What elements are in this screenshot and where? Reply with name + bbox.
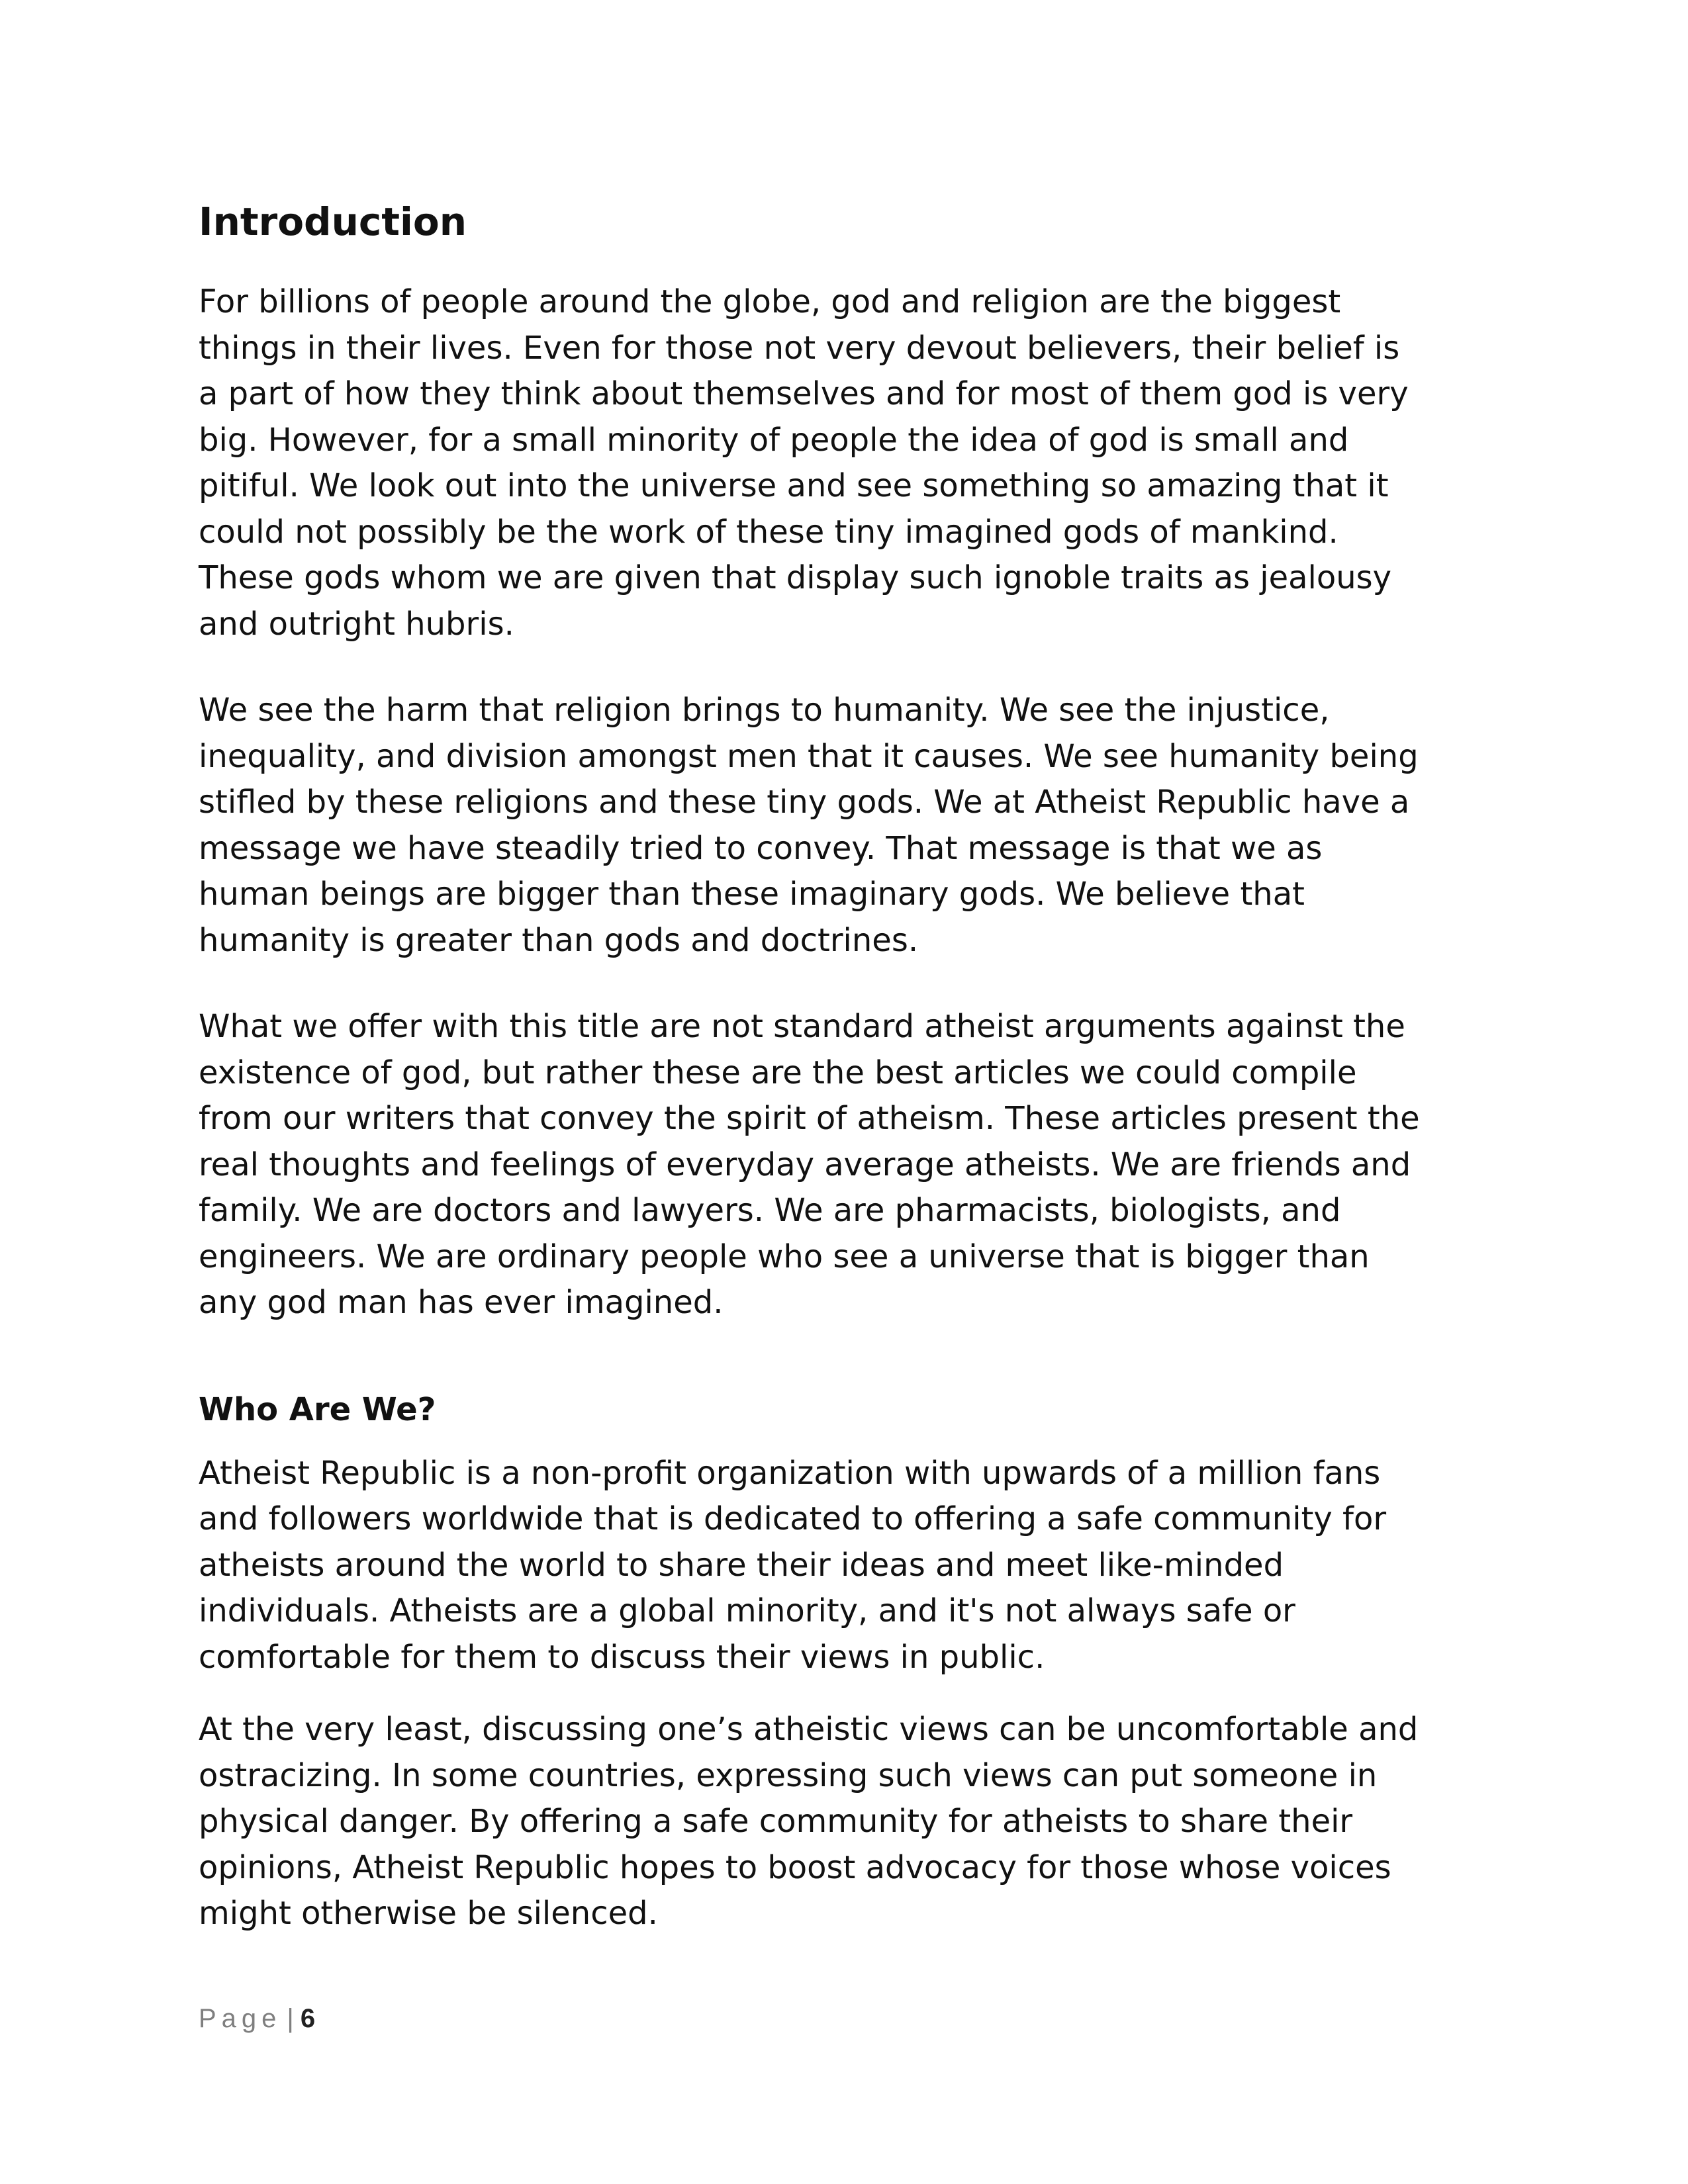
text-line: Atheist Republic is a non-profit organization with upwards of a million fans [199, 1454, 1381, 1492]
text-line: atheists around the world to share their ideas and meet like-minded [199, 1546, 1284, 1584]
text-line: humanity is greater than gods and doctrines. [199, 921, 919, 959]
page-separator: | [287, 2004, 294, 2033]
text-line: stifled by these religions and these tiny gods. We at Atheist Republic have a [199, 784, 1410, 821]
text-line: comfortable for them to discuss their views in public. [199, 1638, 1045, 1676]
text-line: family. We are doctors and lawyers. We are pharmacists, biologists, and [199, 1192, 1341, 1229]
text-line: could not possibly be the work of these tiny imagined gods of mankind. [199, 513, 1338, 551]
text-line: human beings are bigger than these imaginary gods. We believe that [199, 876, 1305, 913]
text-line: existence of god, but rather these are the best articles we could compile [199, 1054, 1357, 1091]
text-line: opinions, Atheist Republic hopes to boost advocacy for those whose voices [199, 1848, 1391, 1886]
text-line: might otherwise be silenced. [199, 1895, 658, 1932]
text-line: and followers worldwide that is dedicated to offering a safe community for [199, 1500, 1387, 1537]
page-label: Page [199, 2004, 282, 2033]
text-line: big. However, for a small minority of people the idea of god is small and [199, 421, 1349, 459]
intro-paragraph-2 [199, 688, 1496, 964]
text-line: individuals. Atheists are a global minority, and it's not always safe or [199, 1592, 1295, 1629]
text-line: At the very least, discussing one’s atheistic views can be uncomfortable and [199, 1711, 1419, 1748]
text-line: things in their lives. Even for those not very devout believers, their belief is [199, 329, 1400, 367]
text-line: inequality, and division amongst men that it causes. We see humanity being [199, 737, 1419, 775]
text-line: any god man has ever imagined. [199, 1284, 724, 1321]
text-line: pitiful. We look out into the universe and see something so amazing that it [199, 467, 1389, 504]
text-line: These gods whom we are given that display such ignoble traits as jealousy [199, 559, 1392, 596]
page-content [199, 192, 1496, 1964]
text-line: What we offer with this title are not standard atheist arguments against the [199, 1008, 1405, 1045]
text-line: engineers. We are ordinary people who see a universe that is bigger than [199, 1238, 1370, 1275]
text-line: ostracizing. In some countries, expressing such views can put someone in [199, 1756, 1378, 1794]
text-line: We see the harm that religion brings to humanity. We see the injustice, [199, 692, 1330, 729]
text-line: message we have steadily tried to convey. That message is that we as [199, 829, 1323, 867]
text-line: real thoughts and feelings of everyday average atheists. We are friends and [199, 1146, 1411, 1183]
section-heading-who-are-we: Who Are We? [199, 1390, 436, 1428]
intro-paragraph-3 [199, 1004, 1496, 1326]
who-paragraph-1 [199, 1451, 1496, 1681]
text-line: For billions of people around the globe, god and religion are the biggest [199, 283, 1341, 320]
text-line: a part of how they think about themselves and for most of them god is very [199, 375, 1409, 412]
text-line: and outright hubris. [199, 605, 514, 643]
section-heading-introduction: Introduction [199, 199, 467, 244]
who-paragraph-2 [199, 1707, 1496, 1937]
page-footer [199, 2004, 315, 2034]
page-number: 6 [300, 2004, 316, 2033]
text-line: from our writers that convey the spirit of atheism. These articles present the [199, 1100, 1420, 1137]
text-line: physical danger. By offering a safe community for atheists to share their [199, 1803, 1353, 1840]
intro-paragraph-1 [199, 279, 1496, 647]
